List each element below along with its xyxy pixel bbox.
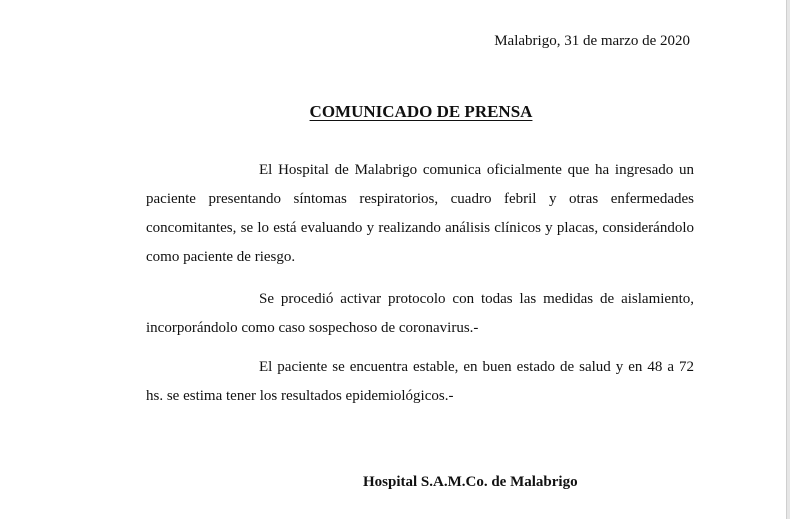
signature: Hospital S.A.M.Co. de Malabrigo xyxy=(363,474,578,490)
page-edge-scrollbar xyxy=(786,0,790,519)
date-line: Malabrigo, 31 de marzo de 2020 xyxy=(494,33,690,49)
body-paragraph-3: El paciente se encuentra estable, en buen estado de salud y en 48 a 72 hs. se estima tener los resultados epidemiológicos.- xyxy=(146,359,694,404)
document-title: COMUNICADO DE PRENSA xyxy=(309,102,533,121)
body-paragraph-2: Se procedió activar protocolo con todas las medidas de aislamiento, incorporándolo como caso sospechoso de coronavirus.- xyxy=(146,291,694,336)
body-paragraph-1: El Hospital de Malabrigo comunica oficialmente que ha ingresado un paciente presentando síntomas respiratorios, cuadro febril y otras enfermedades concomitantes, se lo está evaluando y realizando análisis clínicos y placas, considerándolo como paciente de riesgo. xyxy=(146,162,694,265)
